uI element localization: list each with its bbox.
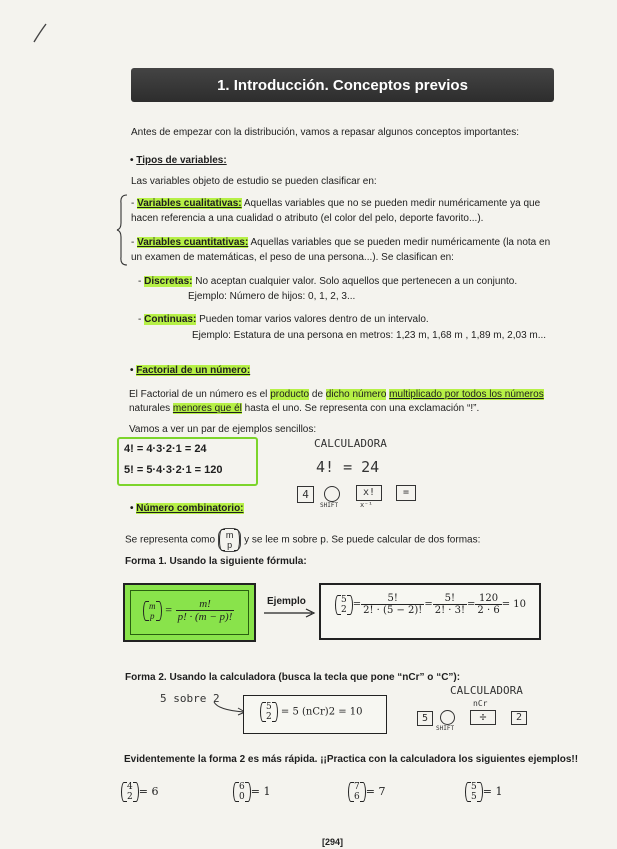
combinatorio-formula: m p = $\frac{m!}{p! \cdot (m - p)!}$ bbox=[143, 598, 234, 623]
pen-stroke-mark bbox=[30, 22, 50, 46]
hand-5-sobre-2: 5 sobre 2 bbox=[160, 692, 220, 705]
combinatorio-heading: • Número combinatorio: bbox=[130, 503, 244, 514]
calc-key-equals: = bbox=[396, 485, 416, 501]
forma1-label: Forma 1. Usando la siguiente fórmula: bbox=[125, 556, 307, 567]
calc2-ncr-label: nCr bbox=[473, 699, 488, 708]
factorial-example-2: 5! = 5·4·3·2·1 = 120 bbox=[124, 464, 223, 476]
calc-shift-key bbox=[324, 486, 340, 502]
forma2-label: Forma 2. Usando la calculadora (busca la tecla que pone “nCr” o “C”): bbox=[125, 672, 461, 683]
calc-shift-label: SHIFT bbox=[320, 502, 339, 509]
practice-item: 6 0 = 1 bbox=[233, 782, 270, 802]
continuas-example: Ejemplo: Estatura de una persona en metros: 1,23 m, 1,68 m , 1,89 m, 2,03 m... bbox=[192, 330, 547, 341]
calc2-key-divide: ÷ bbox=[470, 710, 496, 725]
calc-key-factorial-sub: x⁻¹ bbox=[360, 501, 373, 509]
tipos-intro: Las variables objeto de estudio se pueden clasificar en: bbox=[131, 176, 377, 187]
cualitativas-line1: - Variables cualitativas: Aquellas variables que no se pueden medir numéricamente ya que bbox=[131, 198, 541, 209]
cualitativas-line2: hacen referencia a una cualidad o atributo (el color del pelo, deporte favorito...). bbox=[131, 213, 484, 224]
calc-key-factorial: x! bbox=[356, 485, 382, 501]
arrow-right-icon bbox=[262, 607, 318, 619]
forma2-expression: 5 2 = 5 (nCr)2 = 10 bbox=[260, 702, 363, 722]
calc-result: 4! = 24 bbox=[316, 458, 380, 476]
factorial-p1: El Factorial de un número es el producto de dicho número multiplicado por todos los números bbox=[129, 389, 544, 400]
example-calculation-box bbox=[319, 583, 541, 640]
calc2-key-2: 2 bbox=[511, 711, 527, 725]
calc2-key-5: 5 bbox=[417, 711, 433, 726]
factorial-example-1: 4! = 4·3·2·1 = 24 bbox=[124, 443, 207, 455]
intro-text: Antes de empezar con la distribución, vamos a repasar algunos conceptos importantes: bbox=[131, 127, 519, 138]
factorial-examples-intro: Vamos a ver un par de ejemplos sencillos: bbox=[129, 424, 317, 435]
calc2-shift-key bbox=[440, 710, 455, 725]
example-calculation: 5 2 = $\frac{5!}{2! \cdot (5 - 2)!}$ = $\frac{5!}{2! \cdot 3!}$ = $\frac{120}{2 \cdot 6}$ = 10 bbox=[335, 593, 526, 616]
page-number: [294] bbox=[322, 837, 344, 847]
cuantitativas-line2: un examen de matemáticas, el peso de una persona...). Se clasifican en: bbox=[131, 252, 454, 263]
practice-item: 4 2 = 6 bbox=[121, 782, 158, 802]
calc2-label: CALCULADORA bbox=[450, 684, 523, 697]
calc2-shift-label: SHIFT bbox=[436, 725, 455, 732]
curly-brace bbox=[115, 193, 129, 267]
practice-item: 5 5 = 1 bbox=[465, 782, 502, 802]
discretas-line: - Discretas: No aceptan cualquier valor. Solo aquellos que pertenecen a un conjunto. bbox=[138, 276, 518, 287]
conclusion-text: Evidentemente la forma 2 es más rápida. ¡¡Practica con la calculadora los siguientes ejemplos!! bbox=[124, 754, 579, 765]
factorial-p2: naturales menores que él hasta el uno. Se representa con una exclamación “!”. bbox=[129, 403, 480, 414]
forma2-box bbox=[243, 695, 387, 734]
binom-mp-symbol: m p bbox=[218, 528, 242, 552]
calc-label: CALCULADORA bbox=[314, 437, 387, 450]
tipos-heading: • Tipos de variables: bbox=[130, 155, 227, 166]
calc-key-4: 4 bbox=[297, 486, 314, 503]
factorial-heading: • Factorial de un número: bbox=[130, 365, 251, 376]
section-header bbox=[131, 68, 554, 102]
cuantitativas-line1: - Variables cuantitativas: Aquellas variables que se pueden medir numéricamente (la nota en bbox=[131, 237, 551, 248]
combinatorio-formula-box bbox=[123, 583, 256, 642]
practice-item: 7 6 = 7 bbox=[348, 782, 385, 802]
ejemplo-label: Ejemplo bbox=[267, 596, 306, 607]
discretas-example: Ejemplo: Número de hijos: 0, 1, 2, 3... bbox=[188, 291, 356, 302]
continuas-line: - Continuas: Pueden tomar varios valores dentro de un intervalo. bbox=[138, 314, 429, 325]
combinatorio-intro: Se representa como m p y se lee m sobre p. Se puede calcular de dos formas: bbox=[125, 530, 481, 550]
section-title: 1. Introducción. Conceptos previos bbox=[217, 77, 468, 94]
